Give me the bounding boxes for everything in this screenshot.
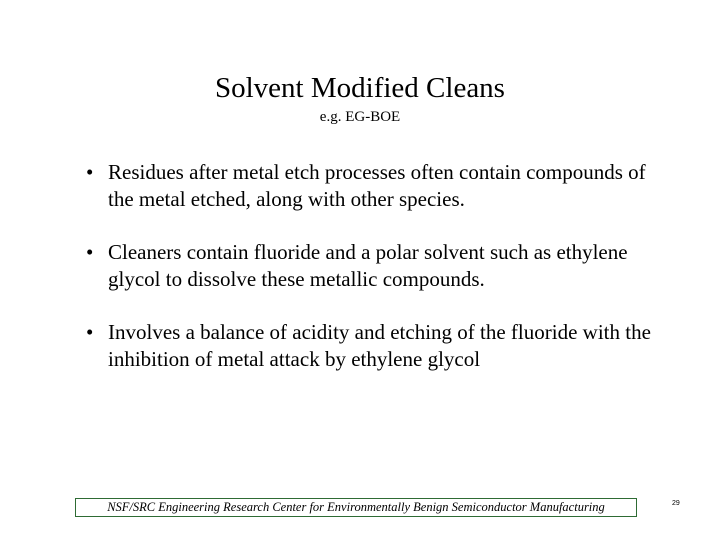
bullet-text: Involves a balance of acidity and etching of the fluoride with the inhibition of metal attack by ethylene glycol: [108, 320, 651, 371]
bullet-text: Residues after metal etch processes often contain compounds of the metal etched, along with other species.: [108, 160, 646, 211]
bullet-marker: •: [86, 240, 94, 264]
footer-banner: NSF/SRC Engineering Research Center for Environmentally Benign Semiconductor Manufacturing: [75, 498, 637, 517]
bullet-marker: •: [86, 160, 94, 184]
bullet-list: [86, 159, 666, 372]
bullet-item-balance: [86, 319, 666, 372]
slide-subtitle: e.g. EG-BOE: [319, 109, 401, 125]
bullet-marker: •: [86, 320, 94, 344]
page-number: 29: [672, 500, 680, 507]
bullet-item-cleaners: [86, 239, 666, 292]
slide-title: Solvent Modified Cleans: [215, 72, 505, 104]
bullet-item-residues: [86, 159, 666, 212]
bullet-text: Cleaners contain fluoride and a polar solvent such as ethylene glycol to dissolve these metallic compounds.: [108, 240, 628, 291]
